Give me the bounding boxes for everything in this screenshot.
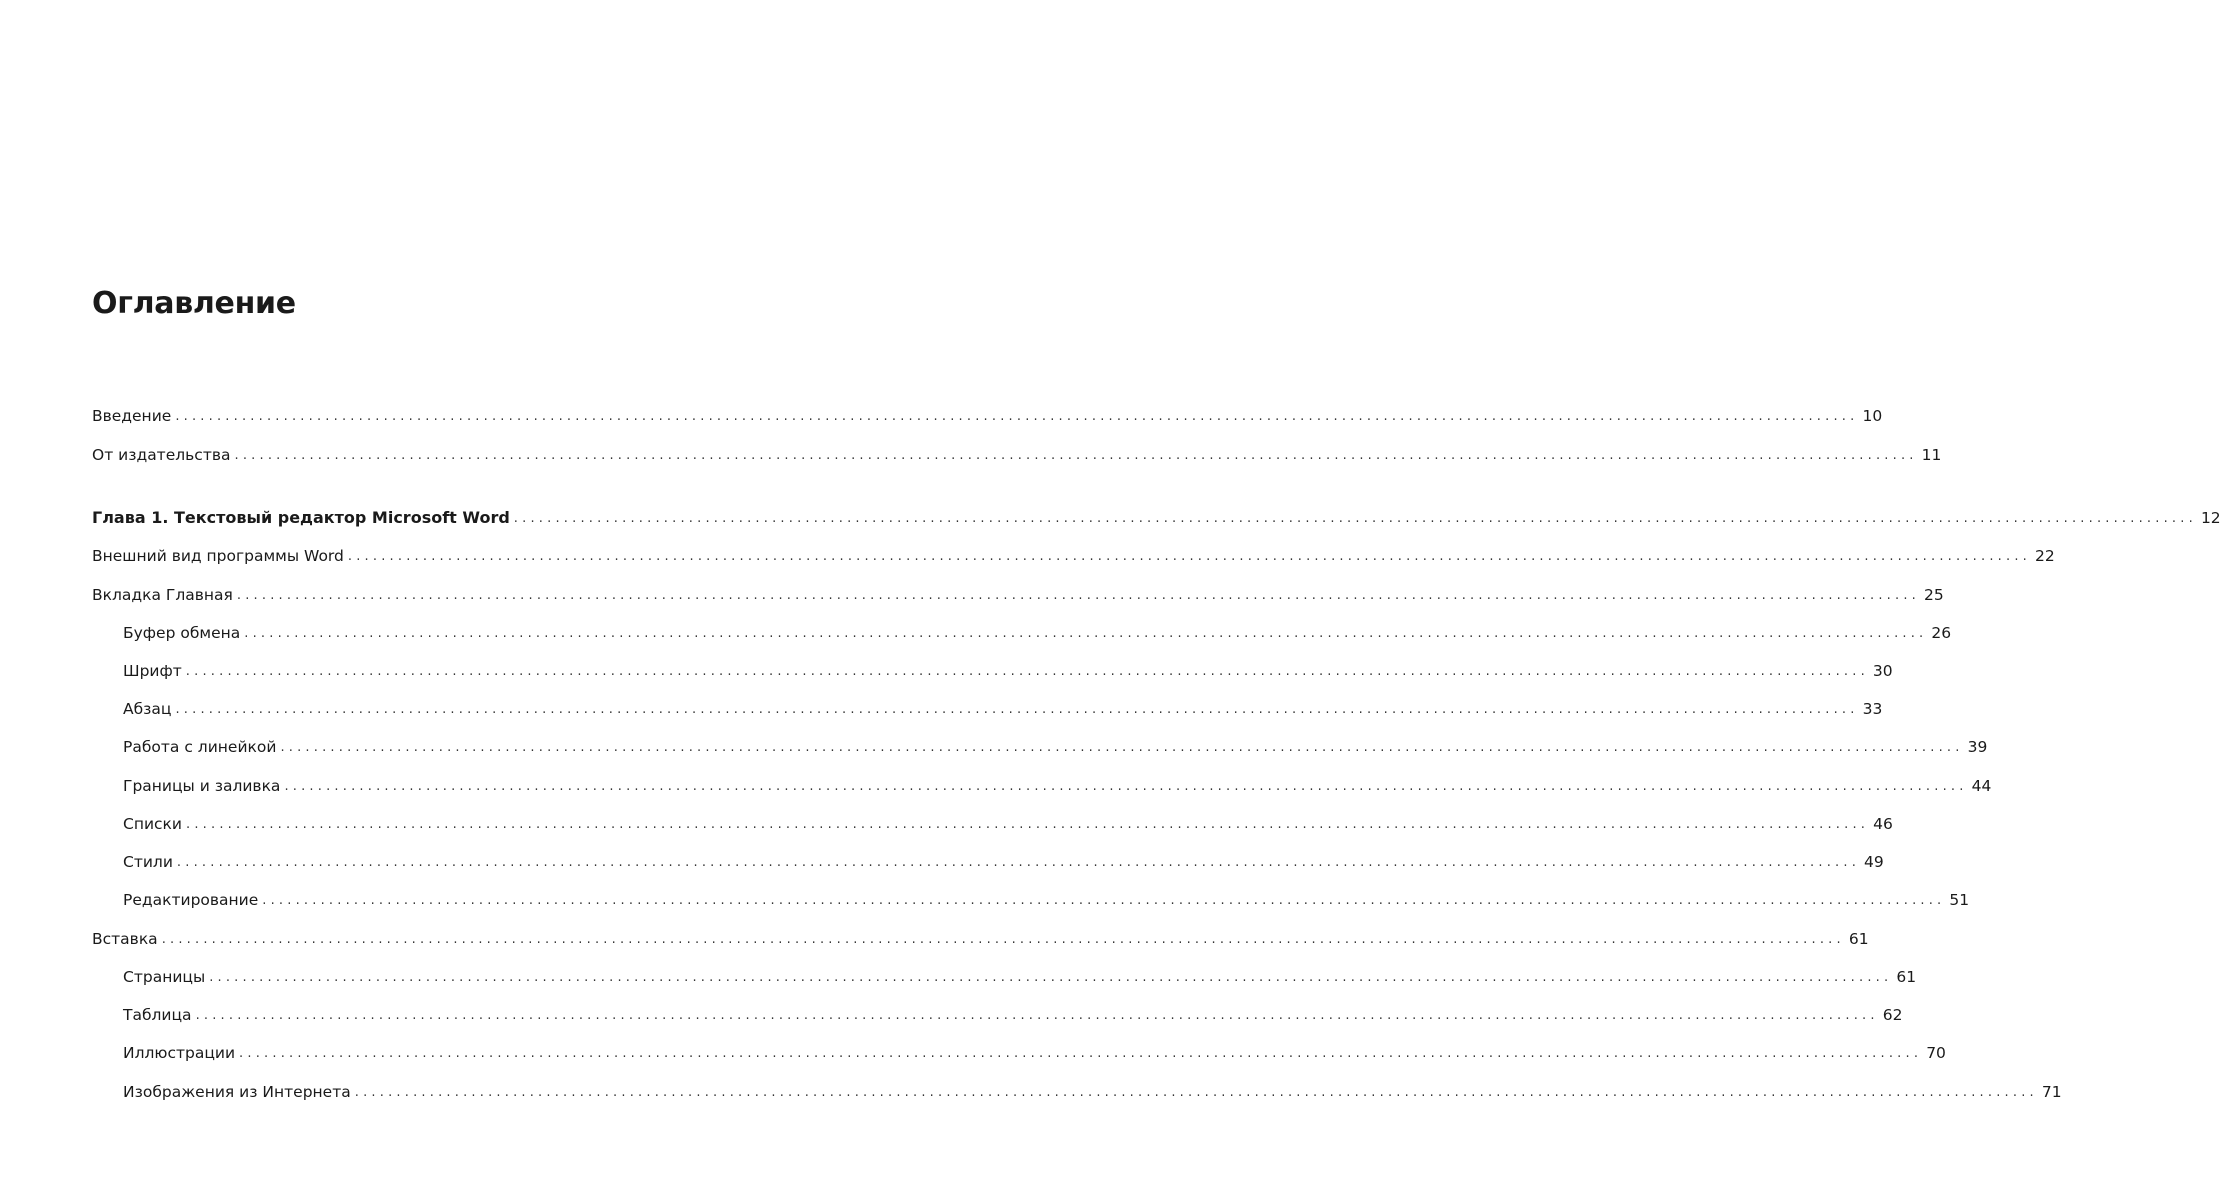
toc-entry-ruler[interactable] (123, 736, 1988, 758)
toc-leader-dots: .......................................................................................................................................................................................................... (209, 970, 1893, 985)
toc-leader-dots: .......................................................................................................................................................................................................... (239, 1046, 1923, 1061)
toc-entry-title: Таблица (123, 1006, 192, 1024)
toc-leader-dots: .......................................................................................................................................................................................................... (175, 409, 1859, 424)
toc-entry-font[interactable] (123, 660, 1893, 682)
toc-leader-dots: .......................................................................................................................................................................................................... (236, 588, 1920, 603)
toc-leader-dots: .......................................................................................................................................................................................................... (354, 1085, 2038, 1100)
toc-entry-title: Страницы (123, 968, 206, 986)
toc-entry-insert[interactable] (92, 928, 1869, 950)
toc-leader-dots: .......................................................................................................................................................................................................... (195, 1008, 1879, 1023)
page-title: Оглавление (92, 286, 296, 321)
toc-entry-online-images[interactable] (123, 1081, 2062, 1103)
toc-entry-pages[interactable] (123, 966, 1917, 988)
toc-entry-title: Введение (92, 407, 172, 425)
toc-leader-dots: .......................................................................................................................................................................................................... (175, 702, 1859, 717)
toc-page-number: 49 (1864, 853, 1884, 871)
toc-leader-dots: .......................................................................................................................................................................................................... (176, 855, 1861, 870)
toc-entry-title: Работа с линейкой (123, 738, 277, 756)
toc-page-number: 44 (1971, 777, 1992, 795)
toc-page-number: 46 (1873, 815, 1893, 833)
toc-entry-title: Изображения из Интернета (123, 1083, 351, 1101)
toc-page-number: 51 (1949, 891, 1970, 909)
toc-page-number: 71 (2041, 1083, 2062, 1101)
toc-leader-dots: .......................................................................................................................................................................................................... (234, 448, 1918, 463)
toc-chapter-title (92, 507, 510, 529)
toc-leader-dots: .......................................................................................................................................................................................................... (161, 932, 1845, 947)
toc-entry-illustrations[interactable] (123, 1042, 1946, 1064)
toc-page-number: 62 (1882, 1006, 1903, 1024)
toc-leader-dots: .......................................................................................................................................................................................................... (280, 740, 1964, 755)
toc-page-number: 22 (2035, 547, 2055, 565)
toc-page-number: 25 (1924, 586, 1944, 604)
toc-entry-title: Абзац (123, 700, 172, 718)
toc-entry-word-appearance[interactable] (92, 545, 2055, 567)
toc-leader-dots: .......................................................................................................................................................................................................... (284, 779, 1968, 794)
toc-entry-title: Вкладка Главная (92, 586, 233, 604)
toc-page-number: 61 (1848, 930, 1869, 948)
toc-leader-dots: .......................................................................................................................................................................................................... (262, 893, 1946, 908)
toc-leader-dots: .......................................................................................................................................................................................................... (347, 549, 2032, 564)
toc-page-number: 33 (1862, 700, 1883, 718)
toc-page-number: 30 (1872, 662, 1893, 680)
toc-entry-title: Внешний вид программы Word (92, 547, 344, 565)
toc-page-number: 11 (1921, 446, 1942, 464)
toc-page-number: 10 (1862, 407, 1883, 425)
toc-entry-title: Границы и заливка (123, 777, 281, 795)
toc-entry-table[interactable] (123, 1004, 1903, 1026)
toc-entry-title: Списки (123, 815, 182, 833)
toc-entry-chapter-1[interactable] (92, 507, 2221, 529)
toc-entry-paragraph[interactable] (123, 698, 1883, 720)
toc-leader-dots: .......................................................................................................................................................................................................... (244, 626, 1928, 641)
toc-entry-styles[interactable] (123, 851, 1884, 873)
toc-entry-title: От издательства (92, 446, 231, 464)
toc-chapter-name: Текстовый редактор Microsoft Word (168, 508, 510, 527)
toc-entry-publisher[interactable] (92, 444, 1942, 466)
toc-leader-dots: .......................................................................................................................................................................................................... (185, 664, 1869, 679)
toc-entry-title: Буфер обмена (123, 624, 241, 642)
toc-entry-title: Шрифт (123, 662, 182, 680)
toc-chapter-prefix: Глава 1. (92, 508, 169, 527)
toc-entry-title: Иллюстрации (123, 1044, 236, 1062)
toc-page-number: 70 (1926, 1044, 1946, 1062)
toc-entry-lists[interactable] (123, 813, 1893, 835)
toc-entry-introduction[interactable] (92, 405, 1883, 427)
toc-page-number: 12 (2200, 509, 2221, 527)
toc-page-number: 39 (1967, 738, 1988, 756)
toc-entry-editing[interactable] (123, 889, 1970, 911)
toc-entry-home-tab[interactable] (92, 584, 1944, 606)
toc-page-number: 61 (1896, 968, 1917, 986)
toc-page-number: 26 (1931, 624, 1952, 642)
toc-entry-clipboard[interactable] (123, 622, 1952, 644)
toc-entry-title: Редактирование (123, 891, 259, 909)
toc-leader-dots: .......................................................................................................................................................................................................... (513, 511, 2197, 526)
toc-leader-dots: .......................................................................................................................................................................................................... (186, 817, 1870, 832)
toc-entry-title: Стили (123, 853, 173, 871)
toc-entry-borders[interactable] (123, 775, 1992, 797)
toc-entry-title: Вставка (92, 930, 158, 948)
